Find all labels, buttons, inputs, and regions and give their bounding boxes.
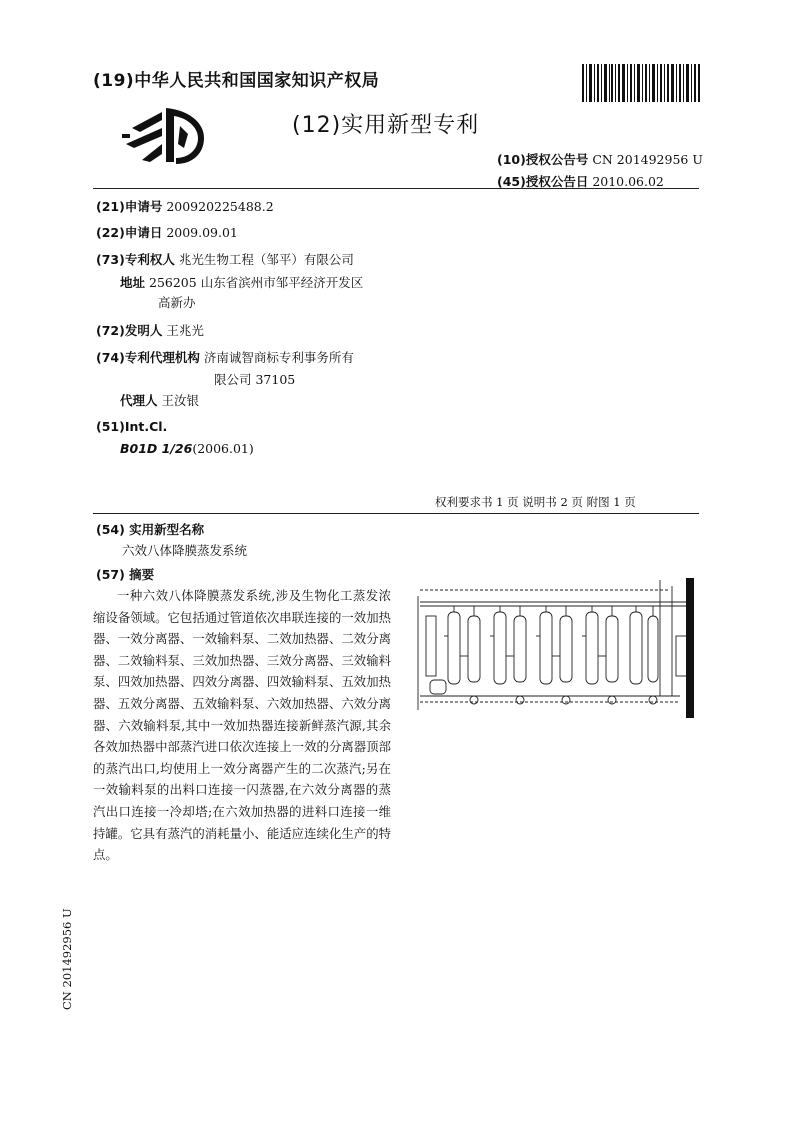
owner-row xyxy=(96,250,354,268)
office-name: (19)中华人民共和国国家知识产权局 xyxy=(93,71,380,91)
utility-model-title: 六效八体降膜蒸发系统 xyxy=(122,543,248,558)
agency-label: (74)专利代理机构 xyxy=(96,350,200,365)
title-label: (54) 实用新型名称 xyxy=(96,522,205,537)
barcode xyxy=(582,64,700,102)
abstract-figure xyxy=(410,576,694,718)
app-number-label: (21)申请号 xyxy=(96,199,163,214)
app-date-label: (22)申请日 xyxy=(96,225,163,240)
intcl-row xyxy=(120,441,254,456)
app-date-row xyxy=(96,223,238,241)
header-divider xyxy=(93,188,699,189)
app-number-row xyxy=(96,197,274,215)
document-type: (12)实用新型专利 xyxy=(292,113,480,138)
pub-date-label: (45)授权公告日 xyxy=(497,174,589,189)
address-line1: 256205 山东省滨州市邹平经济开发区 xyxy=(149,275,364,290)
side-publication-number: CN 201492956 U xyxy=(60,908,74,1010)
intcl-year: (2006.01) xyxy=(192,441,254,456)
agency-line2: 限公司 37105 xyxy=(214,372,296,387)
agency-line1: 济南诚智商标专利事务所有 xyxy=(203,350,354,365)
agent-label: 代理人 xyxy=(120,393,158,408)
pub-date: 2010.06.02 xyxy=(592,174,664,189)
intcl-code: B01D 1/26 xyxy=(120,441,193,456)
address-line2: 高新办 xyxy=(158,295,196,310)
agent-row xyxy=(120,391,199,409)
inventor-label: (72)发明人 xyxy=(96,323,163,338)
owner-label: (73)专利权人 xyxy=(96,252,175,267)
app-date: 2009.09.01 xyxy=(166,225,238,240)
pub-number-row xyxy=(497,150,703,168)
owner: 兆光生物工程（邹平）有限公司 xyxy=(178,252,354,267)
page-count-line: 权利要求书 1 页 说明书 2 页 附图 1 页 xyxy=(435,495,636,509)
abstract-text: 一种六效八体降膜蒸发系统,涉及生物化工蒸发浓缩设备领域。它包括通过管道依次串联连接的一效加热器、一效分离器、一效输料泵、二效加热器、二效分离器、二效输料泵、三效加热器、三效分离器、三效输料泵、四效加热器、四效分离器、四效输料泵、五效加热器、五效分离器、五效输料泵、六效加热器、六效分离器、六效输料泵,其中一效加热器连接新鲜蒸汽源,其余各效加热器中部蒸汽进口依次连接上一效的分离器顶部的蒸汽出口,均使用上一效分离器产生的二次蒸汽;另在一效输料泵的出料口连接一闪蒸器,在六效分离器的蒸汽出口连接一冷却塔;在六效加热器的进料口连接一维持罐。它具有蒸汽的消耗量小、能适应连续化生产的特点。 xyxy=(93,588,391,863)
address-label: 地址 xyxy=(120,275,146,290)
agency-row xyxy=(96,348,354,366)
sipo-logo xyxy=(122,104,204,166)
app-number: 200920225488.2 xyxy=(166,199,274,214)
pub-number: CN 201492956 U xyxy=(592,152,703,167)
pub-number-label: (10)授权公告号 xyxy=(497,152,589,167)
inventor-row xyxy=(96,321,204,339)
agent: 王汝银 xyxy=(161,393,200,408)
address-row xyxy=(120,273,363,291)
abstract-label: (57) 摘要 xyxy=(96,567,155,582)
pages-divider xyxy=(93,513,699,514)
intcl-label: (51)Int.Cl. xyxy=(96,419,168,434)
inventor: 王兆光 xyxy=(166,323,204,338)
